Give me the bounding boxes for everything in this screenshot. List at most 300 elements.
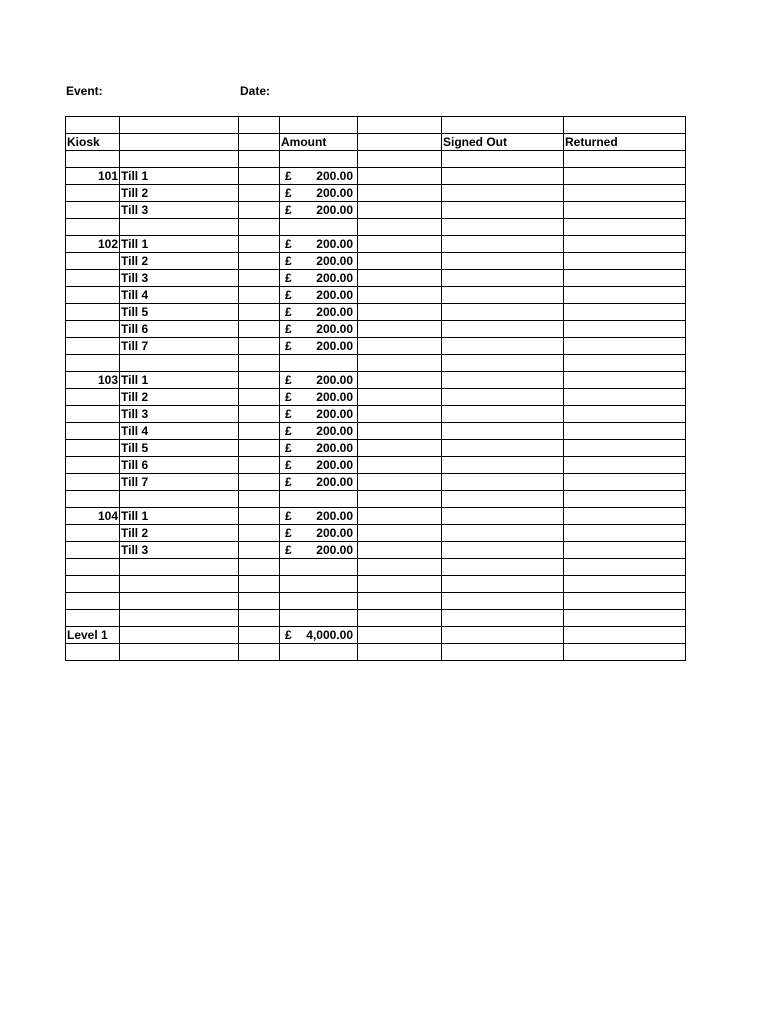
kiosk-number — [66, 185, 120, 202]
amount-cell — [280, 168, 358, 185]
kiosk-header: Kiosk — [66, 134, 120, 151]
empty-cell — [358, 423, 442, 440]
empty-cell — [239, 525, 280, 542]
till-row — [66, 168, 686, 185]
empty-cell — [66, 491, 120, 508]
amount-cell — [280, 423, 358, 440]
amount-cell — [280, 185, 358, 202]
till-name: Till 3 — [120, 270, 239, 287]
till-name: Till 4 — [120, 287, 239, 304]
empty-cell — [239, 219, 280, 236]
empty-cell — [358, 440, 442, 457]
currency-symbol: £ — [285, 186, 292, 200]
amount-value: 200.00 — [316, 339, 353, 353]
amount-value: 200.00 — [316, 543, 353, 557]
empty-cell — [358, 355, 442, 372]
amount-cell — [280, 338, 358, 355]
empty-cell — [358, 559, 442, 576]
empty-cell — [358, 644, 442, 661]
empty-cell — [358, 457, 442, 474]
empty-cell — [239, 508, 280, 525]
returned-cell — [564, 270, 686, 287]
empty-cell — [239, 236, 280, 253]
empty-cell — [66, 151, 120, 168]
empty-cell — [358, 253, 442, 270]
signed-out-cell — [442, 253, 564, 270]
currency-symbol: £ — [285, 288, 292, 302]
empty-cell — [120, 491, 239, 508]
currency-symbol: £ — [285, 254, 292, 268]
empty-cell — [239, 440, 280, 457]
returned-cell — [564, 253, 686, 270]
amount-cell — [280, 474, 358, 491]
till-row — [66, 253, 686, 270]
currency-symbol: £ — [285, 441, 292, 455]
till-row — [66, 508, 686, 525]
till-name: Till 1 — [120, 236, 239, 253]
empty-cell — [442, 151, 564, 168]
signed-out-cell — [442, 457, 564, 474]
till-row — [66, 270, 686, 287]
empty-cell — [239, 559, 280, 576]
date-label: Date: — [240, 84, 271, 98]
blank-row — [66, 151, 686, 168]
returned-cell — [564, 423, 686, 440]
till-row — [66, 542, 686, 559]
amount-value: 200.00 — [316, 475, 353, 489]
amount-value: 200.00 — [316, 526, 353, 540]
till-name: Till 2 — [120, 253, 239, 270]
amount-value: 200.00 — [316, 509, 353, 523]
blank-row — [66, 610, 686, 627]
empty-cell — [66, 219, 120, 236]
empty-cell — [66, 576, 120, 593]
empty-cell — [239, 117, 280, 134]
returned-cell — [564, 474, 686, 491]
empty-cell — [358, 508, 442, 525]
empty-cell — [239, 474, 280, 491]
empty-cell — [564, 355, 686, 372]
amount-cell — [280, 508, 358, 525]
till-name: Till 5 — [120, 440, 239, 457]
till-name: Till 2 — [120, 389, 239, 406]
empty-cell — [358, 287, 442, 304]
currency-symbol: £ — [285, 543, 292, 557]
amount-value: 200.00 — [316, 390, 353, 404]
empty-cell — [564, 644, 686, 661]
empty-cell — [120, 355, 239, 372]
empty-cell — [564, 559, 686, 576]
amount-value: 200.00 — [316, 305, 353, 319]
till-name: Till 1 — [120, 508, 239, 525]
empty-cell — [239, 185, 280, 202]
amount-value: 200.00 — [316, 203, 353, 217]
empty-cell — [358, 134, 442, 151]
empty-cell — [239, 406, 280, 423]
amount-cell — [280, 253, 358, 270]
signed-out-cell — [442, 338, 564, 355]
amount-cell — [280, 440, 358, 457]
currency-symbol: £ — [285, 271, 292, 285]
amount-value: 200.00 — [316, 322, 353, 336]
empty-cell — [66, 559, 120, 576]
signed-out-cell — [442, 508, 564, 525]
amount-value: 200.00 — [316, 237, 353, 251]
returned-cell — [564, 236, 686, 253]
empty-cell — [239, 610, 280, 627]
returned-cell — [564, 338, 686, 355]
empty-cell — [239, 253, 280, 270]
currency-symbol: £ — [285, 628, 292, 642]
currency-symbol: £ — [285, 203, 292, 217]
empty-cell — [120, 151, 239, 168]
empty-cell — [358, 576, 442, 593]
empty-cell — [239, 338, 280, 355]
column-header-row — [66, 134, 686, 151]
kiosk-number — [66, 253, 120, 270]
currency-symbol: £ — [285, 424, 292, 438]
amount-value: 200.00 — [316, 169, 353, 183]
amount-cell — [280, 457, 358, 474]
empty-cell — [239, 457, 280, 474]
empty-cell — [120, 610, 239, 627]
currency-symbol: £ — [285, 526, 292, 540]
empty-cell — [564, 576, 686, 593]
returned-cell — [564, 406, 686, 423]
till-name: Till 3 — [120, 406, 239, 423]
till-name: Till 2 — [120, 185, 239, 202]
amount-value: 200.00 — [316, 441, 353, 455]
kiosk-number — [66, 423, 120, 440]
amount-cell — [280, 304, 358, 321]
empty-cell — [358, 321, 442, 338]
kiosk-number — [66, 304, 120, 321]
empty-cell — [280, 644, 358, 661]
till-row — [66, 423, 686, 440]
till-row — [66, 287, 686, 304]
amount-cell — [280, 627, 358, 644]
empty-cell — [442, 627, 564, 644]
empty-cell — [358, 202, 442, 219]
till-name: Till 7 — [120, 338, 239, 355]
empty-cell — [239, 134, 280, 151]
empty-cell — [120, 559, 239, 576]
empty-cell — [564, 491, 686, 508]
currency-symbol: £ — [285, 390, 292, 404]
empty-cell — [120, 627, 239, 644]
empty-cell — [239, 389, 280, 406]
empty-cell — [66, 117, 120, 134]
empty-cell — [66, 355, 120, 372]
amount-cell — [280, 372, 358, 389]
empty-cell — [239, 151, 280, 168]
empty-cell — [358, 236, 442, 253]
empty-cell — [358, 304, 442, 321]
till-name: Till 1 — [120, 372, 239, 389]
empty-cell — [239, 355, 280, 372]
kiosk-number — [66, 321, 120, 338]
empty-cell — [358, 474, 442, 491]
empty-cell — [120, 117, 239, 134]
amount-cell — [280, 406, 358, 423]
empty-cell — [280, 593, 358, 610]
signed-out-cell — [442, 542, 564, 559]
blank-row — [66, 117, 686, 134]
signed-out-cell — [442, 440, 564, 457]
empty-cell — [358, 338, 442, 355]
till-name: Till 7 — [120, 474, 239, 491]
signed-out-cell — [442, 406, 564, 423]
returned-cell — [564, 508, 686, 525]
amount-header: Amount — [280, 134, 358, 151]
currency-symbol: £ — [285, 237, 292, 251]
empty-cell — [358, 185, 442, 202]
blank-row — [66, 355, 686, 372]
empty-cell — [564, 627, 686, 644]
kiosk-number: 104 — [66, 508, 120, 525]
kiosk-number — [66, 270, 120, 287]
total-row — [66, 627, 686, 644]
amount-cell — [280, 525, 358, 542]
blank-row — [66, 491, 686, 508]
amount-cell — [280, 236, 358, 253]
returned-cell — [564, 372, 686, 389]
returned-cell — [564, 185, 686, 202]
empty-cell — [120, 219, 239, 236]
event-label: Event: — [66, 84, 103, 98]
empty-cell — [358, 627, 442, 644]
amount-value: 200.00 — [316, 424, 353, 438]
returned-cell — [564, 202, 686, 219]
empty-cell — [564, 117, 686, 134]
currency-symbol: £ — [285, 322, 292, 336]
signed-out-cell — [442, 168, 564, 185]
amount-cell — [280, 321, 358, 338]
kiosk-number — [66, 338, 120, 355]
empty-cell — [280, 219, 358, 236]
empty-cell — [442, 491, 564, 508]
empty-cell — [358, 525, 442, 542]
signed-out-cell — [442, 474, 564, 491]
currency-symbol: £ — [285, 169, 292, 183]
signed-out-cell — [442, 236, 564, 253]
kiosk-number — [66, 457, 120, 474]
empty-cell — [239, 627, 280, 644]
till-row — [66, 202, 686, 219]
empty-cell — [564, 593, 686, 610]
till-name: Till 2 — [120, 525, 239, 542]
empty-cell — [280, 576, 358, 593]
amount-value: 200.00 — [316, 271, 353, 285]
empty-cell — [239, 372, 280, 389]
signed-out-cell — [442, 321, 564, 338]
signed-out-header: Signed Out — [442, 134, 564, 151]
kiosk-number: 103 — [66, 372, 120, 389]
signed-out-cell — [442, 525, 564, 542]
empty-cell — [239, 304, 280, 321]
till-name: Till 6 — [120, 457, 239, 474]
amount-value: 200.00 — [316, 254, 353, 268]
till-name: Till 5 — [120, 304, 239, 321]
till-name: Till 3 — [120, 202, 239, 219]
empty-cell — [280, 355, 358, 372]
empty-cell — [239, 168, 280, 185]
amount-value: 4,000.00 — [306, 628, 353, 642]
empty-cell — [120, 593, 239, 610]
kiosk-number — [66, 542, 120, 559]
amount-value: 200.00 — [316, 458, 353, 472]
empty-cell — [280, 491, 358, 508]
returned-cell — [564, 457, 686, 474]
blank-row — [66, 593, 686, 610]
empty-cell — [442, 219, 564, 236]
kiosk-number — [66, 287, 120, 304]
blank-row — [66, 644, 686, 661]
signed-out-cell — [442, 202, 564, 219]
returned-cell — [564, 389, 686, 406]
empty-cell — [564, 610, 686, 627]
currency-symbol: £ — [285, 509, 292, 523]
empty-cell — [442, 117, 564, 134]
currency-symbol: £ — [285, 475, 292, 489]
empty-cell — [280, 117, 358, 134]
empty-cell — [239, 593, 280, 610]
kiosk-number: 102 — [66, 236, 120, 253]
empty-cell — [358, 593, 442, 610]
empty-cell — [564, 151, 686, 168]
blank-row — [66, 559, 686, 576]
signed-out-cell — [442, 304, 564, 321]
till-signout-table — [65, 116, 686, 661]
signed-out-cell — [442, 389, 564, 406]
empty-cell — [442, 644, 564, 661]
kiosk-number — [66, 474, 120, 491]
kiosk-number — [66, 202, 120, 219]
empty-cell — [564, 219, 686, 236]
till-row — [66, 440, 686, 457]
empty-cell — [239, 287, 280, 304]
signed-out-cell — [442, 372, 564, 389]
empty-cell — [239, 423, 280, 440]
till-row — [66, 304, 686, 321]
empty-cell — [358, 151, 442, 168]
currency-symbol: £ — [285, 339, 292, 353]
amount-value: 200.00 — [316, 186, 353, 200]
till-name: Till 1 — [120, 168, 239, 185]
empty-cell — [239, 644, 280, 661]
empty-cell — [442, 593, 564, 610]
returned-cell — [564, 168, 686, 185]
till-row — [66, 185, 686, 202]
empty-cell — [442, 355, 564, 372]
empty-cell — [120, 134, 239, 151]
returned-cell — [564, 321, 686, 338]
empty-cell — [239, 576, 280, 593]
empty-cell — [239, 542, 280, 559]
till-row — [66, 338, 686, 355]
empty-cell — [358, 491, 442, 508]
amount-cell — [280, 287, 358, 304]
returned-header: Returned — [564, 134, 686, 151]
empty-cell — [442, 610, 564, 627]
empty-cell — [358, 168, 442, 185]
till-row — [66, 236, 686, 253]
amount-cell — [280, 542, 358, 559]
empty-cell — [280, 151, 358, 168]
signed-out-cell — [442, 185, 564, 202]
till-row — [66, 525, 686, 542]
kiosk-number — [66, 389, 120, 406]
returned-cell — [564, 542, 686, 559]
blank-row — [66, 576, 686, 593]
amount-cell — [280, 270, 358, 287]
amount-value: 200.00 — [316, 407, 353, 421]
empty-cell — [358, 117, 442, 134]
empty-cell — [239, 270, 280, 287]
empty-cell — [358, 406, 442, 423]
till-row — [66, 321, 686, 338]
currency-symbol: £ — [285, 305, 292, 319]
returned-cell — [564, 287, 686, 304]
till-row — [66, 372, 686, 389]
amount-value: 200.00 — [316, 373, 353, 387]
empty-cell — [239, 491, 280, 508]
till-row — [66, 406, 686, 423]
signed-out-cell — [442, 287, 564, 304]
till-row — [66, 389, 686, 406]
empty-cell — [358, 389, 442, 406]
amount-value: 200.00 — [316, 288, 353, 302]
empty-cell — [280, 559, 358, 576]
kiosk-number — [66, 525, 120, 542]
empty-cell — [358, 270, 442, 287]
empty-cell — [358, 610, 442, 627]
empty-cell — [280, 610, 358, 627]
kiosk-number — [66, 406, 120, 423]
empty-cell — [442, 559, 564, 576]
returned-cell — [564, 525, 686, 542]
empty-cell — [120, 644, 239, 661]
till-row — [66, 474, 686, 491]
till-name: Till 4 — [120, 423, 239, 440]
currency-symbol: £ — [285, 373, 292, 387]
till-name: Till 6 — [120, 321, 239, 338]
total-label: Level 1 — [66, 627, 120, 644]
kiosk-number: 101 — [66, 168, 120, 185]
returned-cell — [564, 440, 686, 457]
signed-out-cell — [442, 270, 564, 287]
empty-cell — [358, 219, 442, 236]
empty-cell — [120, 576, 239, 593]
till-name: Till 3 — [120, 542, 239, 559]
empty-cell — [239, 202, 280, 219]
kiosk-number — [66, 440, 120, 457]
empty-cell — [358, 542, 442, 559]
blank-row — [66, 219, 686, 236]
returned-cell — [564, 304, 686, 321]
empty-cell — [66, 644, 120, 661]
empty-cell — [239, 321, 280, 338]
empty-cell — [66, 593, 120, 610]
amount-cell — [280, 389, 358, 406]
empty-cell — [66, 610, 120, 627]
signed-out-cell — [442, 423, 564, 440]
currency-symbol: £ — [285, 407, 292, 421]
empty-cell — [442, 576, 564, 593]
till-row — [66, 457, 686, 474]
amount-cell — [280, 202, 358, 219]
currency-symbol: £ — [285, 458, 292, 472]
